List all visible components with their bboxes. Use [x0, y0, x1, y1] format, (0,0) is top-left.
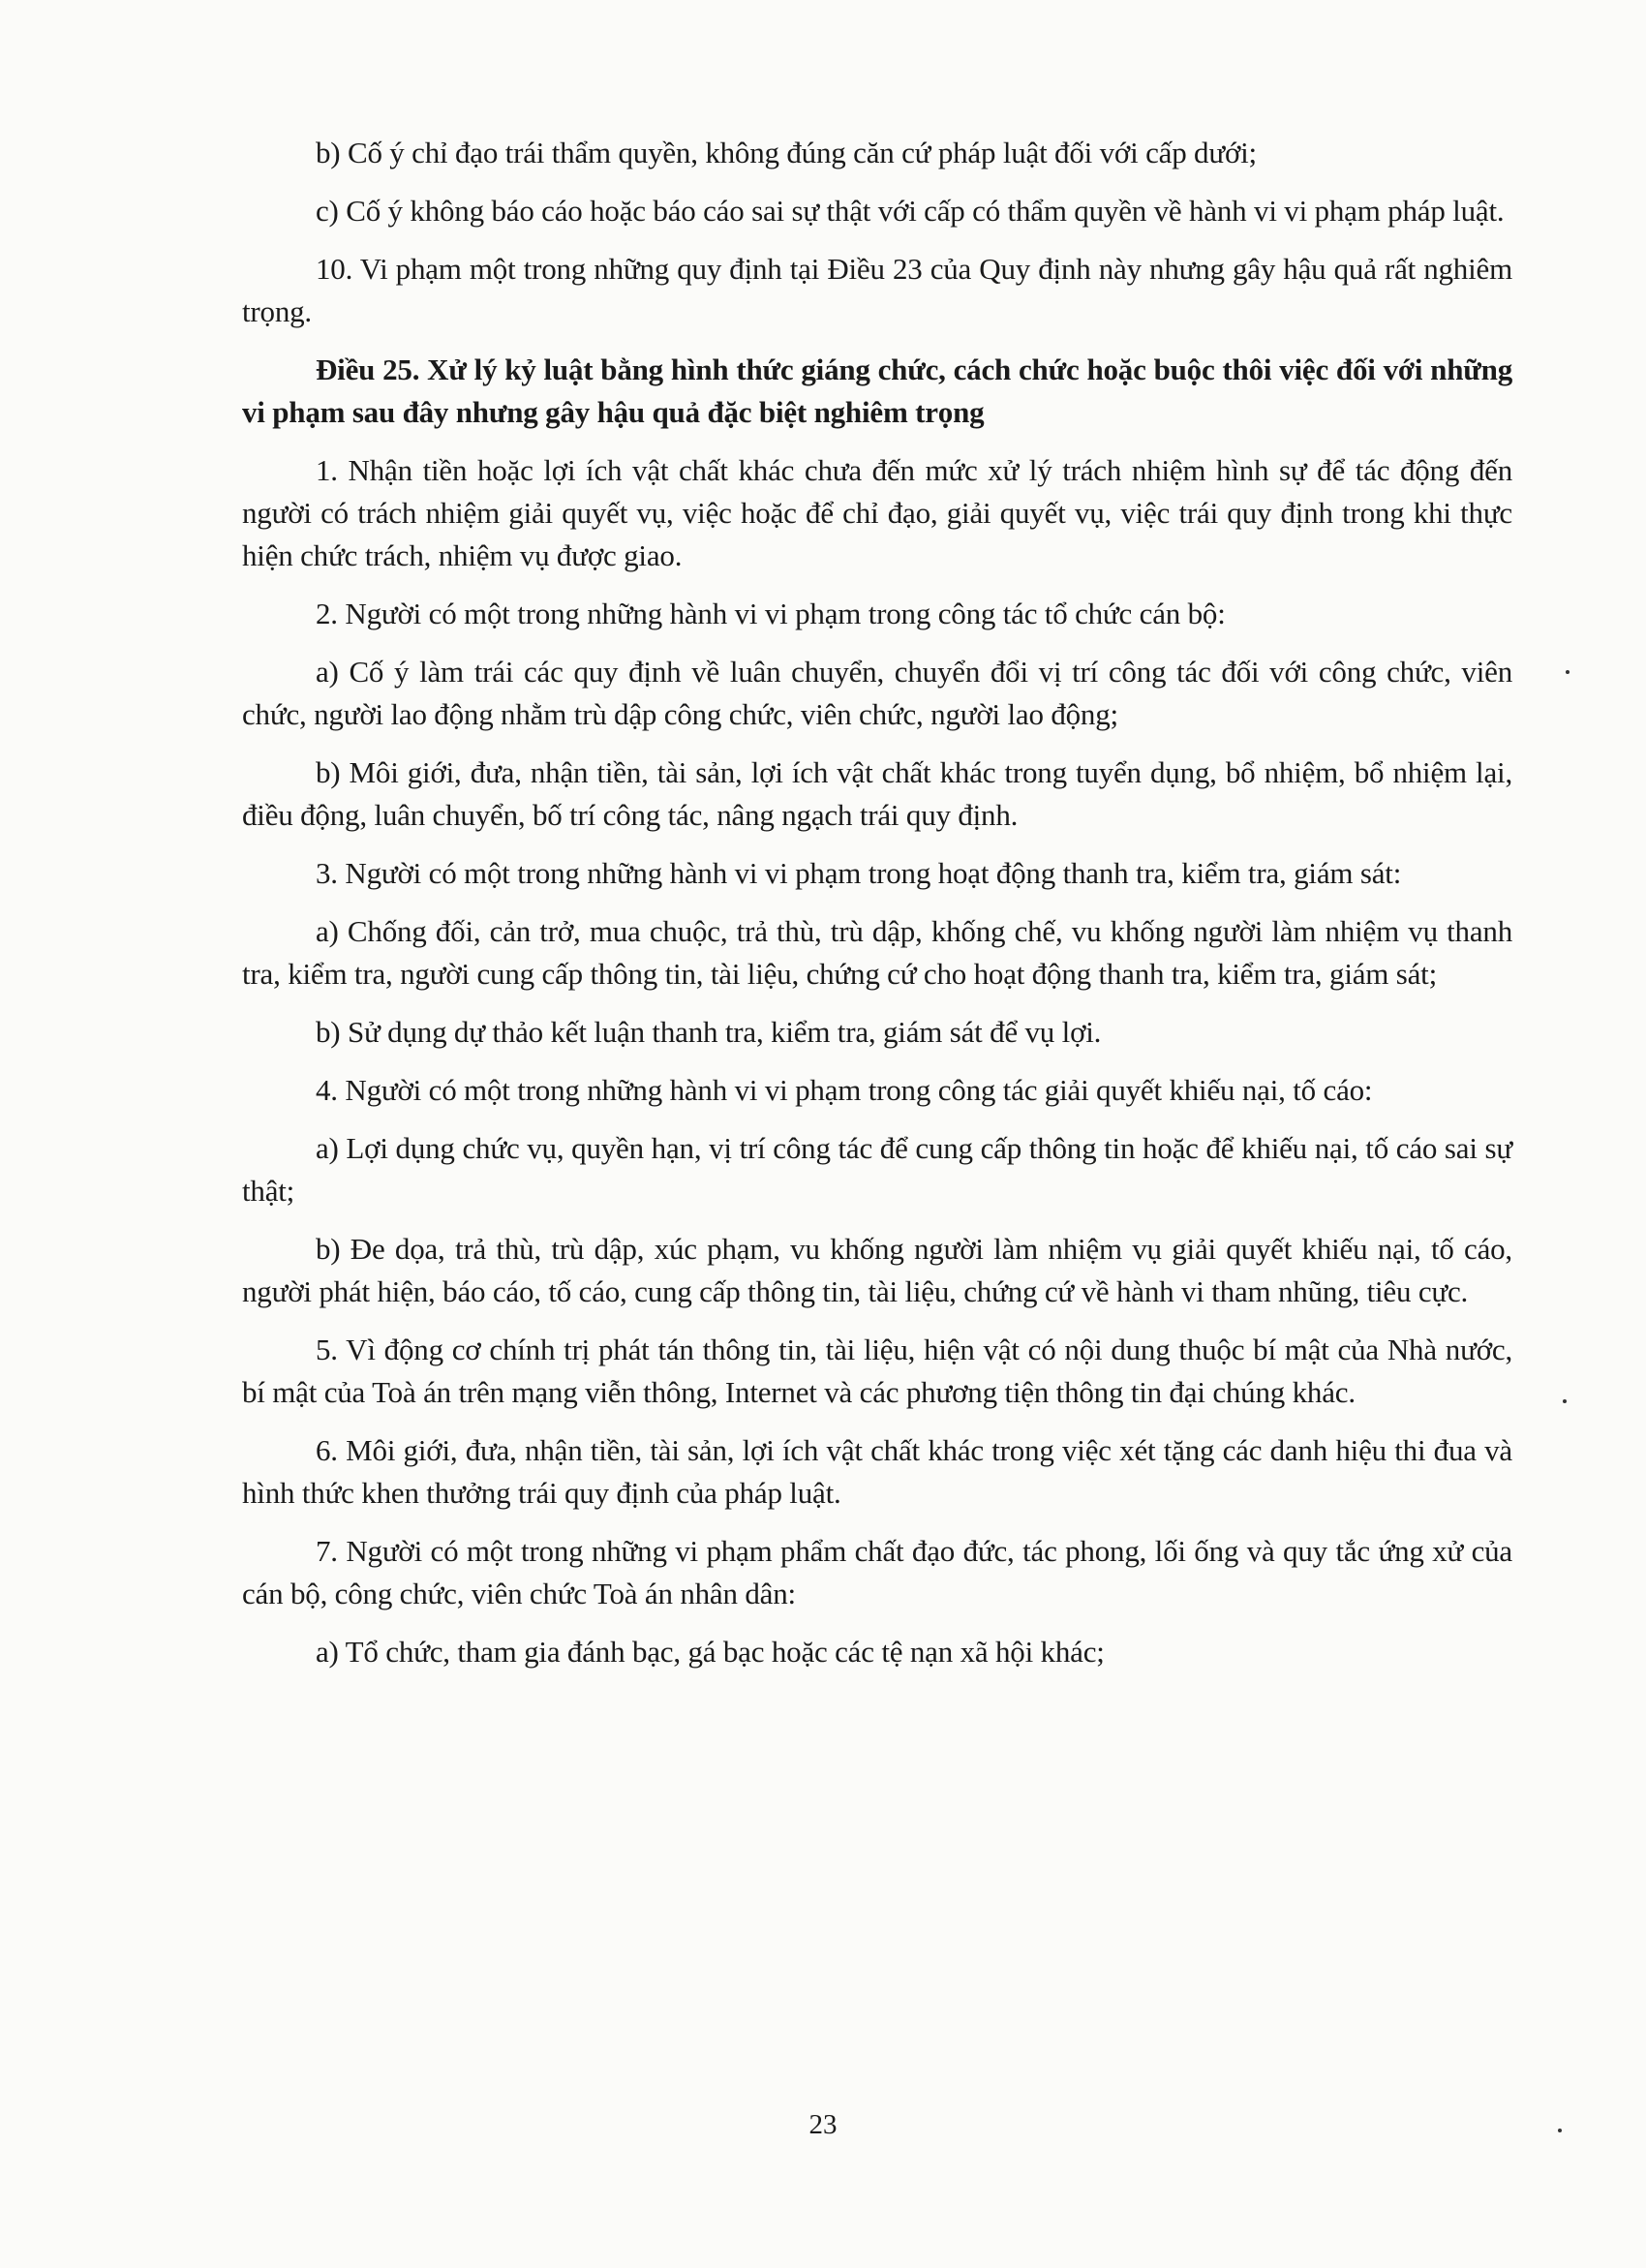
paragraph: a) Lợi dụng chức vụ, quyền hạn, vị trí công tác để cung cấp thông tin hoặc để khiếu nại, tố cáo sai sự thật; [242, 1131, 1512, 1208]
paragraph: c) Cố ý không báo cáo hoặc báo cáo sai sự thật với cấp có thẩm quyền về hành vi vi phạm pháp luật. [316, 194, 1505, 228]
paragraph: 10. Vi phạm một trong những quy định tại Điều 23 của Quy định này nhưng gây hậu quả rất nghiêm trọng. [242, 252, 1512, 328]
paragraph: 4. Người có một trong những hành vi vi phạm trong công tác giải quyết khiếu nại, tố cáo: [316, 1073, 1373, 1107]
paragraph: b) Đe dọa, trả thù, trù dập, xúc phạm, vu khống người làm nhiệm vụ giải quyết khiếu nại, tố cáo, người phát hiện, báo cáo, tố cáo, cung cấp thông tin, tài liệu, chứng cứ về hành vi tham nhũng, tiêu cực. [242, 1232, 1512, 1308]
paragraph: 6. Môi giới, đưa, nhận tiền, tài sản, lợi ích vật chất khác trong việc xét tặng các danh hiệu thi đua và hình thức khen thưởng trái quy định của pháp luật. [242, 1433, 1512, 1510]
paragraph: 2. Người có một trong những hành vi vi phạm trong công tác tổ chức cán bộ: [316, 597, 1226, 630]
scan-speck [1558, 2129, 1562, 2132]
paragraph: 5. Vì động cơ chính trị phát tán thông tin, tài liệu, hiện vật có nội dung thuộc bí mật của Nhà nước, bí mật của Toà án trên mạng viễn thông, Internet và các phương tiện thông tin đại chúng khác. [242, 1333, 1512, 1409]
paragraph: b) Sử dụng dự thảo kết luận thanh tra, kiểm tra, giám sát để vụ lợi. [316, 1015, 1102, 1049]
paragraph: 3. Người có một trong những hành vi vi phạm trong hoạt động thanh tra, kiểm tra, giám sát: [316, 856, 1402, 890]
paragraph: b) Cố ý chỉ đạo trái thẩm quyền, không đúng căn cứ pháp luật đối với cấp dưới; [316, 136, 1257, 169]
article-heading: Điều 25. Xử lý kỷ luật bằng hình thức giáng chức, cách chức hoặc buộc thôi việc đối với những vi phạm sau đây nhưng gây hậu quả đặc biệt nghiêm trọng [242, 352, 1512, 429]
paragraph: a) Chống đối, cản trở, mua chuộc, trả thù, trù dập, khống chế, vu khống người làm nhiệm vụ thanh tra, kiểm tra, người cung cấp thông tin, tài liệu, chứng cứ cho hoạt động thanh tra, kiểm tra, giám sát; [242, 914, 1512, 991]
page-number: 23 [808, 2109, 838, 2140]
scan-speck [1563, 1399, 1567, 1403]
paragraph: 1. Nhận tiền hoặc lợi ích vật chất khác chưa đến mức xử lý trách nhiệm hình sự để tác động đến người có trách nhiệm giải quyết vụ, việc hoặc để chỉ đạo, giải quyết vụ, việc trái quy định trong khi thực hiện chức trách, nhiệm vụ được giao. [242, 453, 1512, 572]
scan-speck [1566, 670, 1570, 674]
paragraph: a) Cố ý làm trái các quy định về luân chuyển, chuyển đổi vị trí công tác đối với công chức, viên chức, người lao động nhằm trù dập công chức, viên chức, người lao động; [242, 655, 1512, 731]
paragraph: b) Môi giới, đưa, nhận tiền, tài sản, lợi ích vật chất khác trong tuyển dụng, bổ nhiệm, bổ nhiệm lại, điều động, luân chuyển, bố trí công tác, nâng ngạch trái quy định. [242, 755, 1512, 832]
paragraph: 7. Người có một trong những vi phạm phẩm chất đạo đức, tác phong, lối ống và quy tắc ứng xử của cán bộ, công chức, viên chức Toà án nhân dân: [242, 1534, 1512, 1610]
paragraph: a) Tổ chức, tham gia đánh bạc, gá bạc hoặc các tệ nạn xã hội khác; [316, 1635, 1105, 1669]
document-body [242, 132, 1512, 1689]
